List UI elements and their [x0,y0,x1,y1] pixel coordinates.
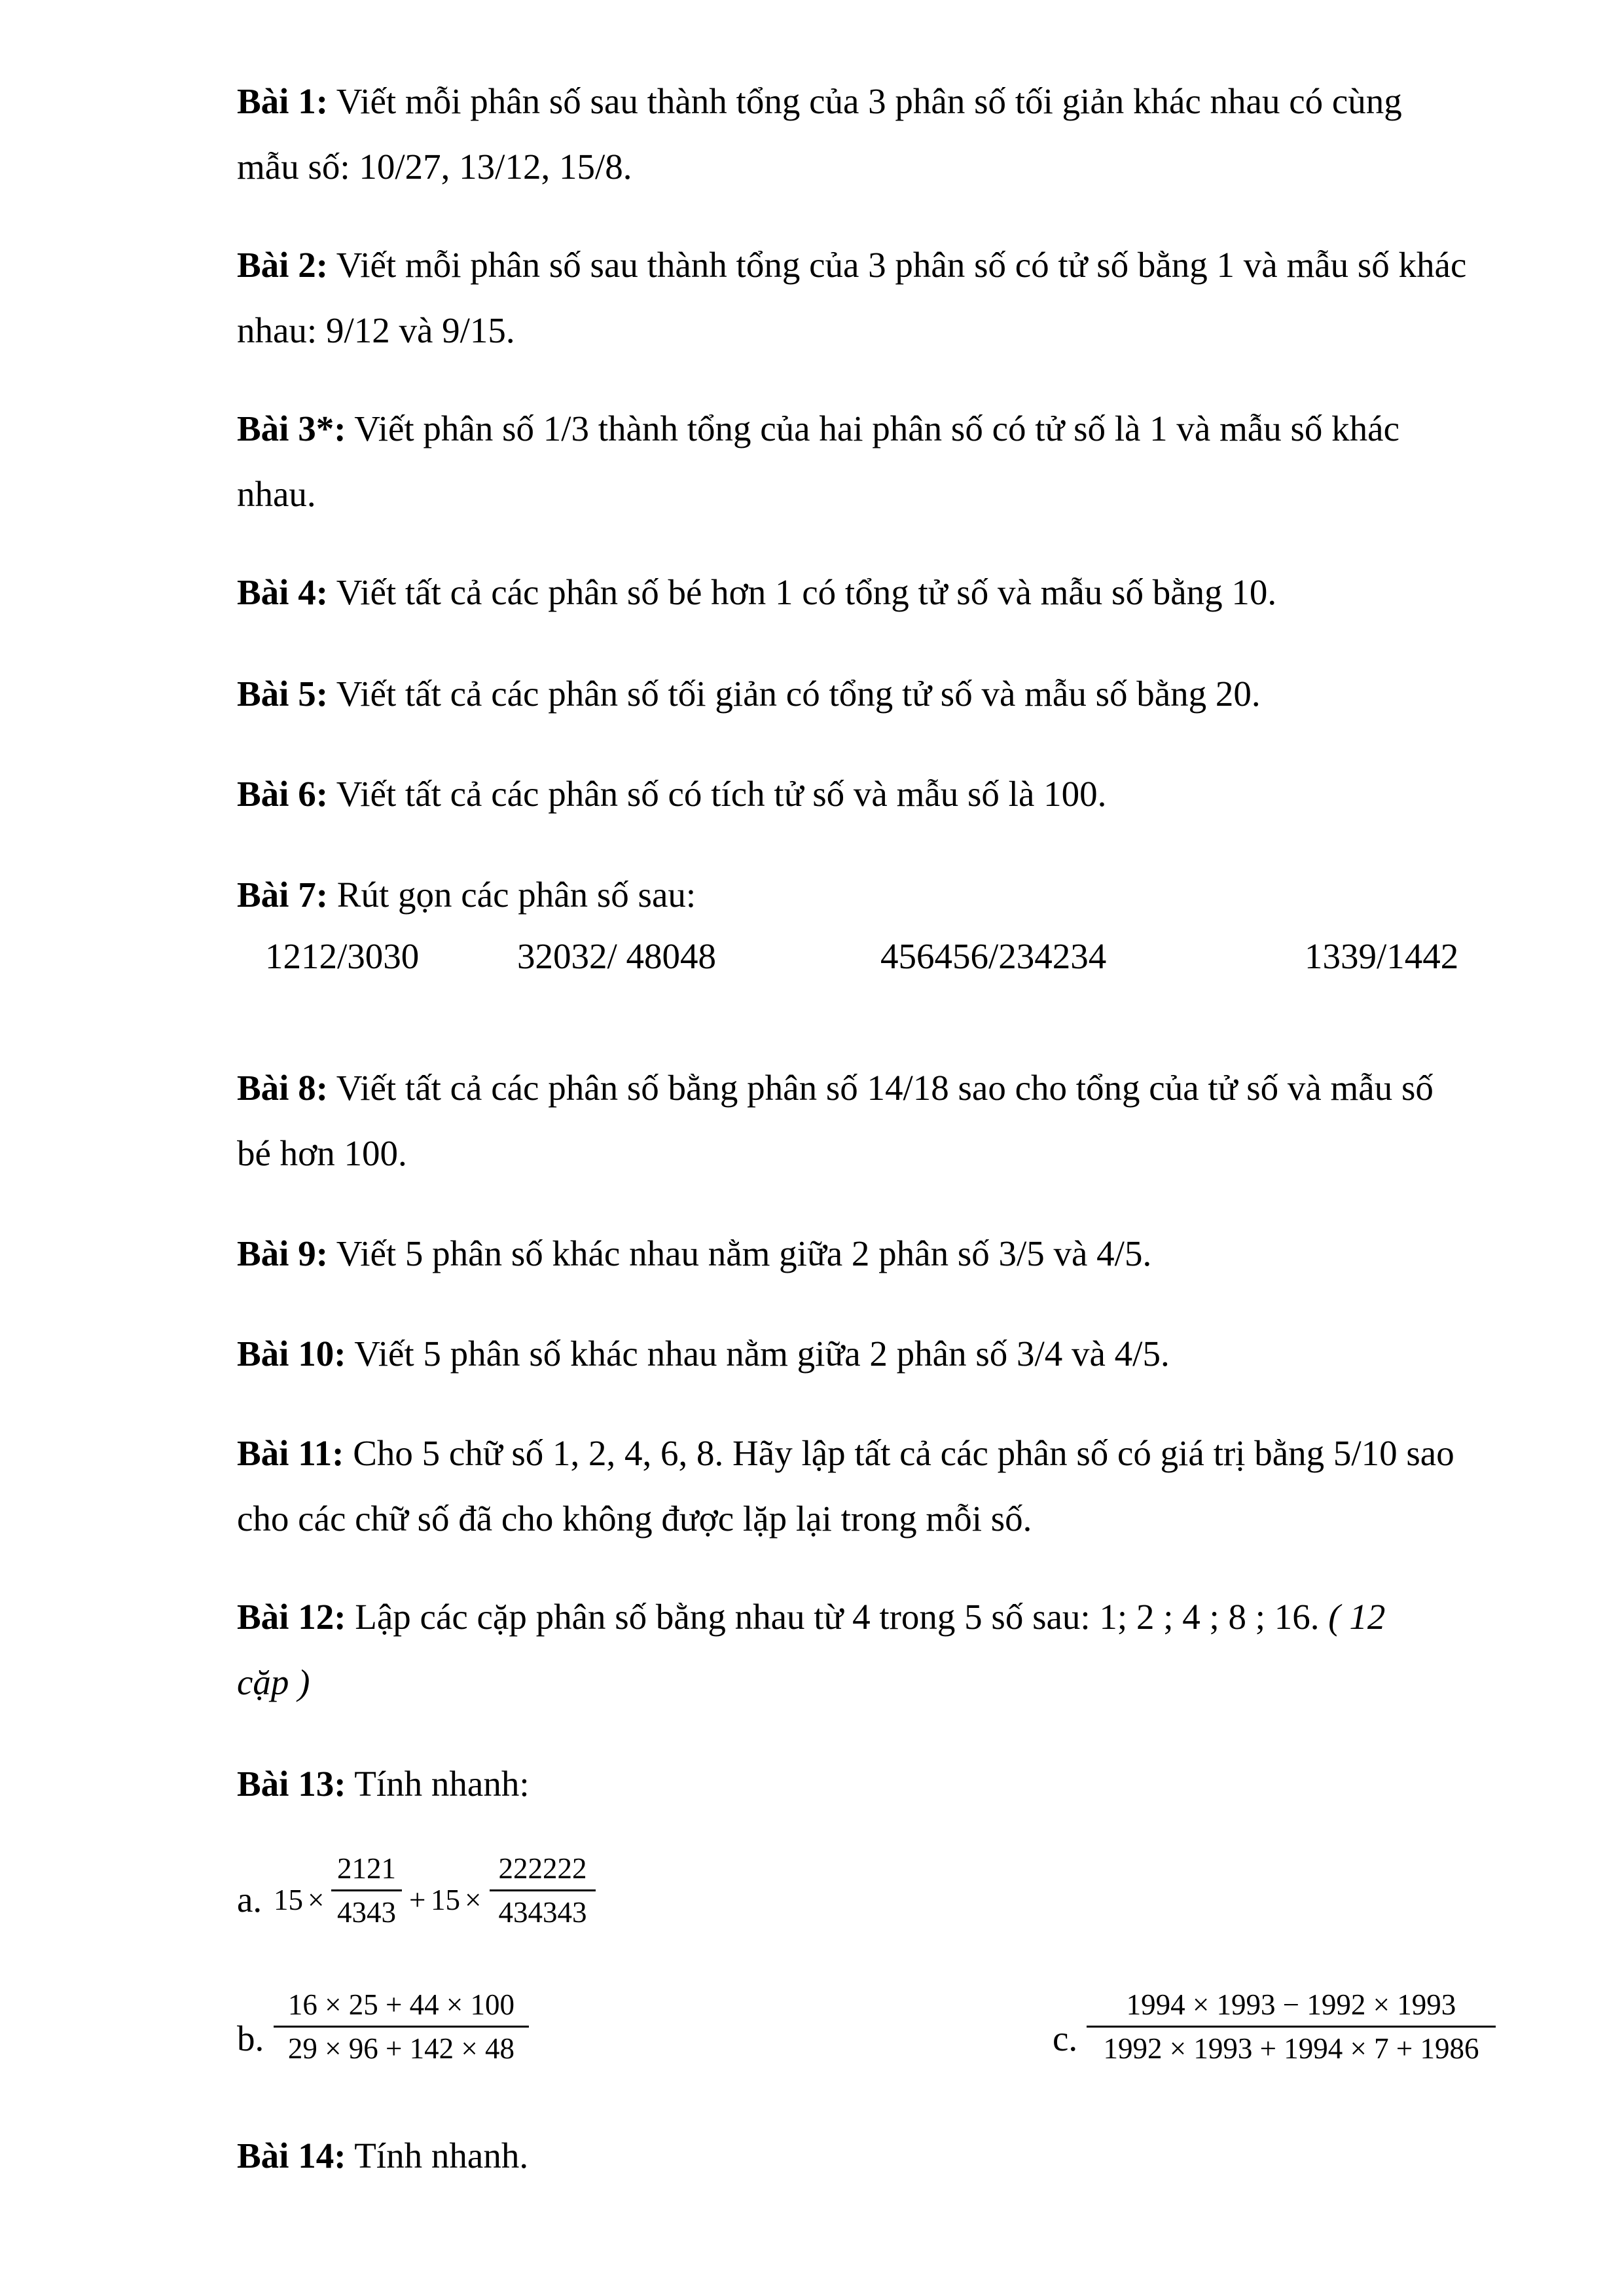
problem-2 [237,232,1546,363]
problem-label: Bài 11: [237,1433,344,1473]
problem-label: Bài 14: [237,2136,346,2176]
problem-label: Bài 6: [237,774,329,814]
fraction [1087,1988,1496,2066]
denominator: 4343 [337,1896,396,1929]
numerator: 16 × 25 + 44 × 100 [287,1988,515,2021]
problem-1 [237,69,1546,200]
problem-text: Lập các cặp phân số bằng nhau từ 4 trong 5 số sau: 1; 2 ; 4 ; 8 ; 16. [346,1597,1329,1637]
problem-text: Tính nhanh: [346,1764,530,1804]
problem-12 [237,1584,1546,1715]
problem-14 [237,2123,1546,2189]
denominator: 1992 × 1993 + 1994 × 7 + 1986 [1103,2032,1479,2065]
problem-label: Bài 10: [237,1334,346,1374]
problem-text: Viết phân số 1/3 thành tổng của hai phân số có tử số là 1 và mẫu số khác [346,409,1400,448]
problem-text-cont: bé hơn 100. [237,1133,407,1173]
times-sign: × [465,1884,482,1916]
problem-label: Bài 12: [237,1597,346,1637]
problem-text-cont: nhau: 9/12 và 9/15. [237,310,515,350]
coef: 15 [431,1884,460,1916]
denominator: 434343 [498,1896,587,1929]
bai7-fraction-1: 1212/3030 [265,936,420,976]
problem-text: Cho 5 chữ số 1, 2, 4, 6, 8. Hãy lập tất cả các phân số có giá trị bằng 5/10 sao [344,1433,1454,1473]
problem-label: Bài 4: [237,572,329,612]
problem-text: Viết tất cả các phân số tối giản có tổng tử số và mẫu số bằng 20. [328,674,1261,714]
problem-text-cont: nhau. [237,474,316,514]
plus-sign: + [409,1884,426,1916]
problem-label: Bài 13: [237,1764,346,1804]
problem-label: Bài 8: [237,1068,329,1108]
problem-text-cont: mẫu số: 10/27, 13/12, 15/8. [237,147,632,187]
times-sign: × [308,1884,325,1916]
part-label: b. [237,2018,264,2058]
bai7-fraction-3: 456456/234234 [880,936,1107,976]
problem-label: Bài 1: [237,81,329,121]
problem-note: ( 12 [1328,1597,1386,1637]
bai7-fraction-4: 1339/1442 [1305,936,1459,976]
problem-3 [237,396,1546,527]
numerator: 2121 [337,1852,396,1885]
problem-text: Viết mỗi phân số sau thành tổng của 3 phân số tối giản khác nhau có cùng [328,81,1402,121]
numerator: 222222 [498,1852,587,1885]
fraction [331,1851,402,1929]
problem-label: Bài 9: [237,1233,329,1273]
problem-text: Viết mỗi phân số sau thành tổng của 3 phân số có tử số bằng 1 và mẫu số khác [328,245,1467,285]
problem-6 [237,761,1546,827]
problem-label: Bài 2: [237,245,329,285]
problem-text: Tính nhanh. [346,2136,529,2176]
fraction [490,1851,596,1929]
problem-text-cont: cho các chữ số đã cho không được lặp lại trong mỗi số. [237,1499,1032,1539]
coef: 15 [274,1884,303,1916]
problem-text: Viết tất cả các phân số bé hơn 1 có tổng tử số và mẫu số bằng 10. [328,572,1277,612]
bai7-fraction-2: 32032/ 48048 [517,936,717,976]
problem-note-cont: cặp ) [237,1662,310,1702]
problem-8 [237,1055,1546,1186]
numerator: 1994 × 1993 − 1992 × 1993 [1126,1988,1456,2021]
problem-label: Bài 3*: [237,409,346,448]
problem-text: Rút gọn các phân số sau: [328,875,696,915]
denominator: 29 × 96 + 142 × 48 [287,2032,515,2065]
problem-11 [237,1421,1546,1552]
problem-10 [237,1321,1546,1387]
problem-text: Viết tất cả các phân số có tích tử số và mẫu số là 100. [328,774,1107,814]
problem-13 [237,1751,1546,1817]
problem-5 [237,661,1546,727]
problem-4 [237,560,1546,625]
fraction [274,1988,529,2066]
problem-text: Viết 5 phân số khác nhau nằm giữa 2 phân số 3/5 và 4/5. [328,1233,1152,1273]
problem-label: Bài 7: [237,875,329,915]
problem-7 [237,862,1546,928]
part-label: a. [237,1880,262,1920]
part-label: c. [1053,2018,1078,2058]
problem-text: Viết tất cả các phân số bằng phân số 14/18 sao cho tổng của tử số và mẫu số [328,1068,1434,1108]
problem-9 [237,1221,1546,1286]
problem-label: Bài 5: [237,674,329,714]
problem-text: Viết 5 phân số khác nhau nằm giữa 2 phân số 3/4 và 4/5. [346,1334,1170,1374]
